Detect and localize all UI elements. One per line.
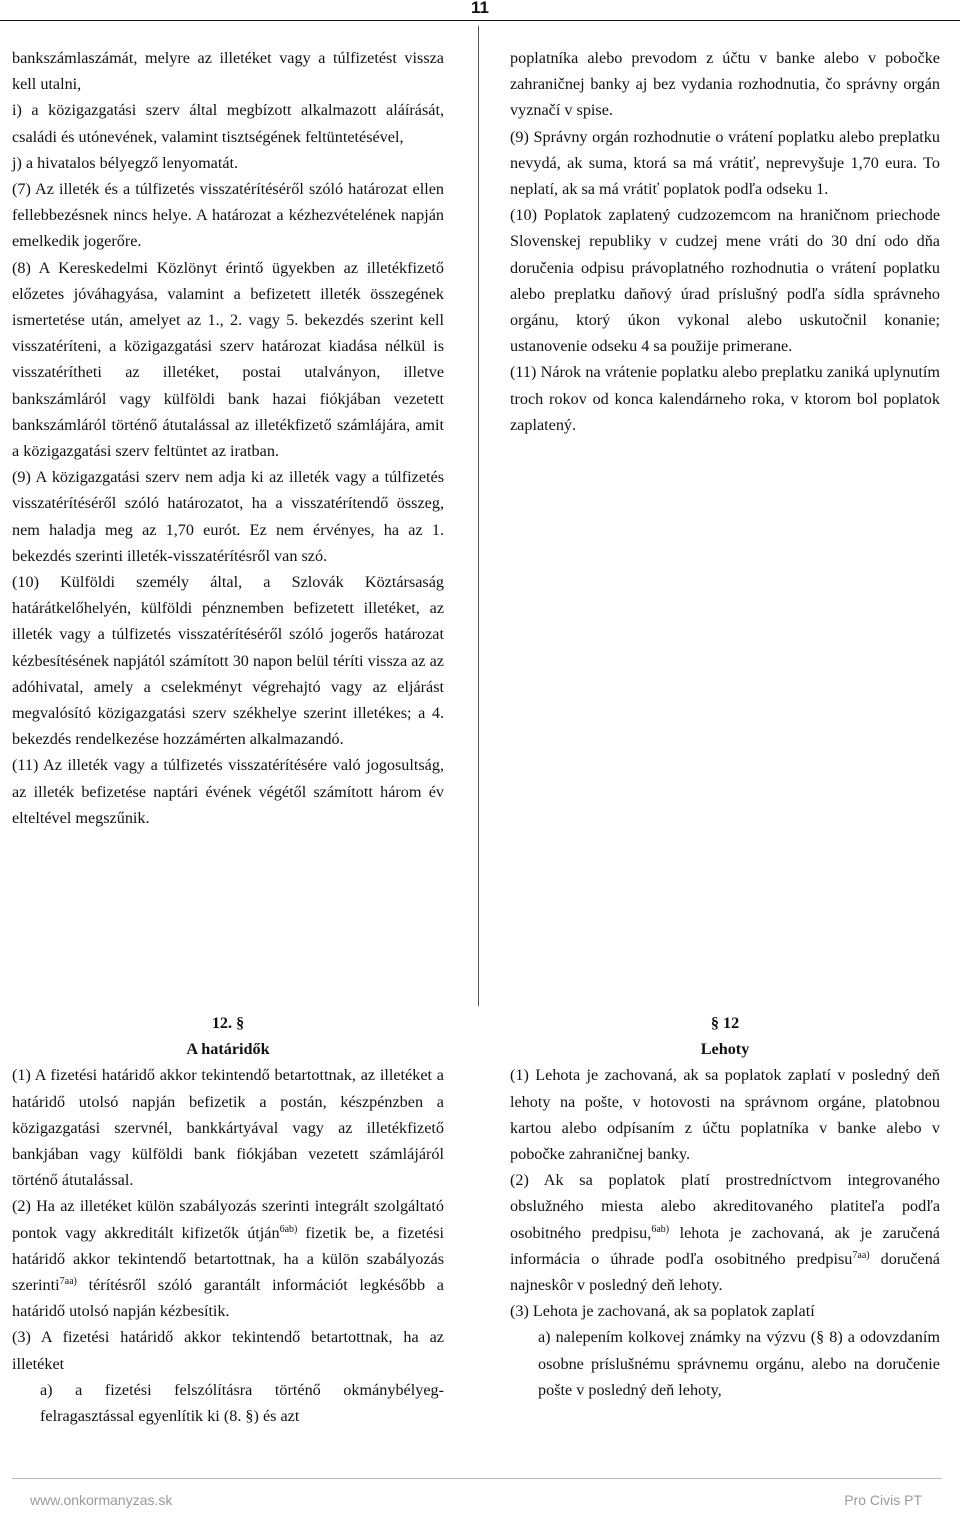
footer-rule xyxy=(12,1478,942,1479)
hu-text: fizetik be, a fizetési határidő akkor tekintendő betartottnak, ha a külön szabályozás szerinti xyxy=(12,1223,444,1295)
column-divider xyxy=(478,26,479,1006)
footnote-ref: 6ab) xyxy=(279,1223,298,1235)
hungarian-column-top xyxy=(12,45,444,831)
sk-paragraph: poplatníka alebo prevodom z účtu v banke alebo v pobočke zahraničnej banky aj bez vydania rozhodnutia, čo správny orgán vyznačí v spise. xyxy=(510,49,940,120)
hu-paragraph: (3) A fizetési határidő akkor tekintendő betartottnak, ha az illetéket xyxy=(12,1328,444,1373)
sk-paragraph-with-notes xyxy=(510,1167,940,1298)
sk-paragraph: (1) Lehota je zachovaná, ak sa poplatok zaplatí v posledný deň lehoty na pošte, v hotovosti na správnom orgáne, platobnou kartou alebo odpísaním z účtu poplatníka v banke alebo v pobočke zahraničnej banky. xyxy=(510,1066,940,1164)
hu-paragraph: (9) A közigazgatási szerv nem adja ki az illeték vagy a túlfizetés visszatérítéséről szóló határozatot, ha a visszatérítendő összeg, nem haladja meg az 1,70 eurót. Ez nem érvényes, ha az 1. bekezdés szerinti illeték-visszatérítésről van szó. xyxy=(12,468,444,565)
sk-section-number: § 12 xyxy=(710,1014,740,1032)
footnote-ref: 7aa) xyxy=(59,1276,77,1288)
hu-list-item: a) a fizetési felszólításra történő okmánybélyeg-felragasztással egyenlítik ki (8. §) és azt xyxy=(40,1380,444,1426)
sk-text: (2) Ak sa poplatok platí prostredníctvom integrovaného obslužného miesta alebo akreditovaného platiteľa podľa osobitného predpisu, xyxy=(510,1171,940,1242)
hu-paragraph: i) a közigazgatási szerv által megbízott alkalmazott aláírását, családi és utónevének, valamint tisztségének feltüntetésével, xyxy=(12,101,444,146)
sk-paragraph: (9) Správny orgán rozhodnutie o vrátení poplatku alebo preplatku nevydá, ak suma, ktorá sa má vrátiť, neprevyšuje 1,70 eura. To neplatí, ak sa má vrátiť poplatok podľa odseku 1. xyxy=(510,127,940,199)
hu-paragraph: (11) Az illeték vagy a túlfizetés visszatérítésére való jogosultság, az illeték befizetése naptári évének végétől számított három év elteltével megszűnik. xyxy=(12,756,444,827)
slovak-column-bottom xyxy=(510,1010,940,1403)
sk-list-item: a) nalepením kolkovej známky na výzvu (§ 8) a odovzdaním osobne príslušnému správnemu orgánu, alebo na doručenie pošte v posledný deň lehoty, xyxy=(538,1328,940,1399)
page-number: 11 xyxy=(471,0,489,17)
sk-text: lehota je zachovaná, ak je zaručená informácia o úhrade podľa osobitného predpisu xyxy=(510,1223,940,1268)
hu-section-title: A határidők xyxy=(186,1040,270,1059)
slovak-column-top xyxy=(510,45,940,438)
hu-section-number: 12. § xyxy=(211,1014,245,1032)
sk-paragraph: (11) Nárok na vrátenie poplatku alebo preplatku zaniká uplynutím troch rokov od konca kalendárneho roka, v ktorom bol poplatok zaplatený. xyxy=(510,363,940,434)
footer-publisher: Pro Civis PT xyxy=(844,1492,922,1508)
sk-paragraph: (3) Lehota je zachovaná, ak sa poplatok zaplatí xyxy=(510,1302,815,1321)
hu-paragraph: j) a hivatalos bélyegző lenyomatát. xyxy=(12,153,239,172)
hu-text: (2) Ha az illetéket külön szabályozás szerinti integrált szolgáltató pontok vagy akkreditált kifizetők útján xyxy=(12,1197,444,1242)
hu-paragraph: (10) Külföldi személy által, a Szlovák Köztársaság határátkelőhelyén, külföldi pénznemben befizetett illetéket, az illeték vagy a túlfizetés visszatérítéséről szóló jogerős határozat kézbesítésének napjától számított 30 napon belül téríti vissza az az adóhivatal, amely a cselekményt végrehajtó vagy az eljárást megvalósító közigazgatási szerv székhelye szerint illetékes; a 4. bekezdés rendelkezése hozzámérten alkalmazandó. xyxy=(12,573,444,749)
hu-paragraph: (7) Az illeték és a túlfizetés visszatérítéséről szóló határozat ellen fellebbezésnek nincs helye. A határozat a kézhezvételének napján emelkedik jogerőre. xyxy=(12,180,444,251)
hu-paragraph: bankszámlaszámát, melyre az illetéket vagy a túlfizetést vissza kell utalni, xyxy=(12,49,444,94)
hu-paragraph: (1) A fizetési határidő akkor tekintendő betartottnak, az illetéket a határidő utolsó napján befizetik a postán, készpénzben a közigazgatási szervnél, bankkártyával vagy az illetékfizető bankjában vagy külföldi bank fiókjában vezetett számlájáról történő átutalással. xyxy=(12,1066,444,1190)
hungarian-column-bottom xyxy=(12,1010,444,1429)
hu-text: térítésről szóló garantált információt legkésőbb a határidő utolsó napján kézbesítik. xyxy=(12,1276,444,1321)
sk-section-title: Lehoty xyxy=(700,1040,750,1059)
hu-paragraph-with-notes xyxy=(12,1193,444,1324)
header-rule xyxy=(0,20,960,21)
hu-paragraph: (8) A Kereskedelmi Közlönyt érintő ügyekben az illetékfizető előzetes jóváhagyása, valamint a befizetett illeték összegének ismertetése után, amelyet az 1., 2. vagy 5. bekezdés szerint kell visszatéríteni, a közigazgatási szerv határozat kiadása nélkül is visszatérítheti az illetéket, postai utalványon, illetve bankszámláról vagy külföldi bank hazai fiókjában vezetett bankszámláról történő átutalással az illetékfizető számlájára, amit a közigazgatási szerv feltüntet az iratban. xyxy=(12,258,444,461)
footnote-ref: 7aa) xyxy=(852,1249,870,1261)
footer-website[interactable]: www.onkormanyzas.sk xyxy=(30,1492,173,1508)
footnote-ref: 6ab) xyxy=(651,1223,670,1235)
sk-text: doručená najneskôr v posledný deň lehoty. xyxy=(510,1249,940,1295)
sk-paragraph: (10) Poplatok zaplatený cudzozemcom na hraničnom priechode Slovenskej republiky v cudzej mene vráti do 30 dní odo dňa doručenia odpisu právoplatného rozhodnutia o vrátení poplatku alebo preplatku daňový úrad príslušný podľa sídla správneho orgánu, ktorý úkon vykonal alebo uskutočnil konanie; ustanovenie odseku 4 sa použije primerane. xyxy=(510,206,940,356)
